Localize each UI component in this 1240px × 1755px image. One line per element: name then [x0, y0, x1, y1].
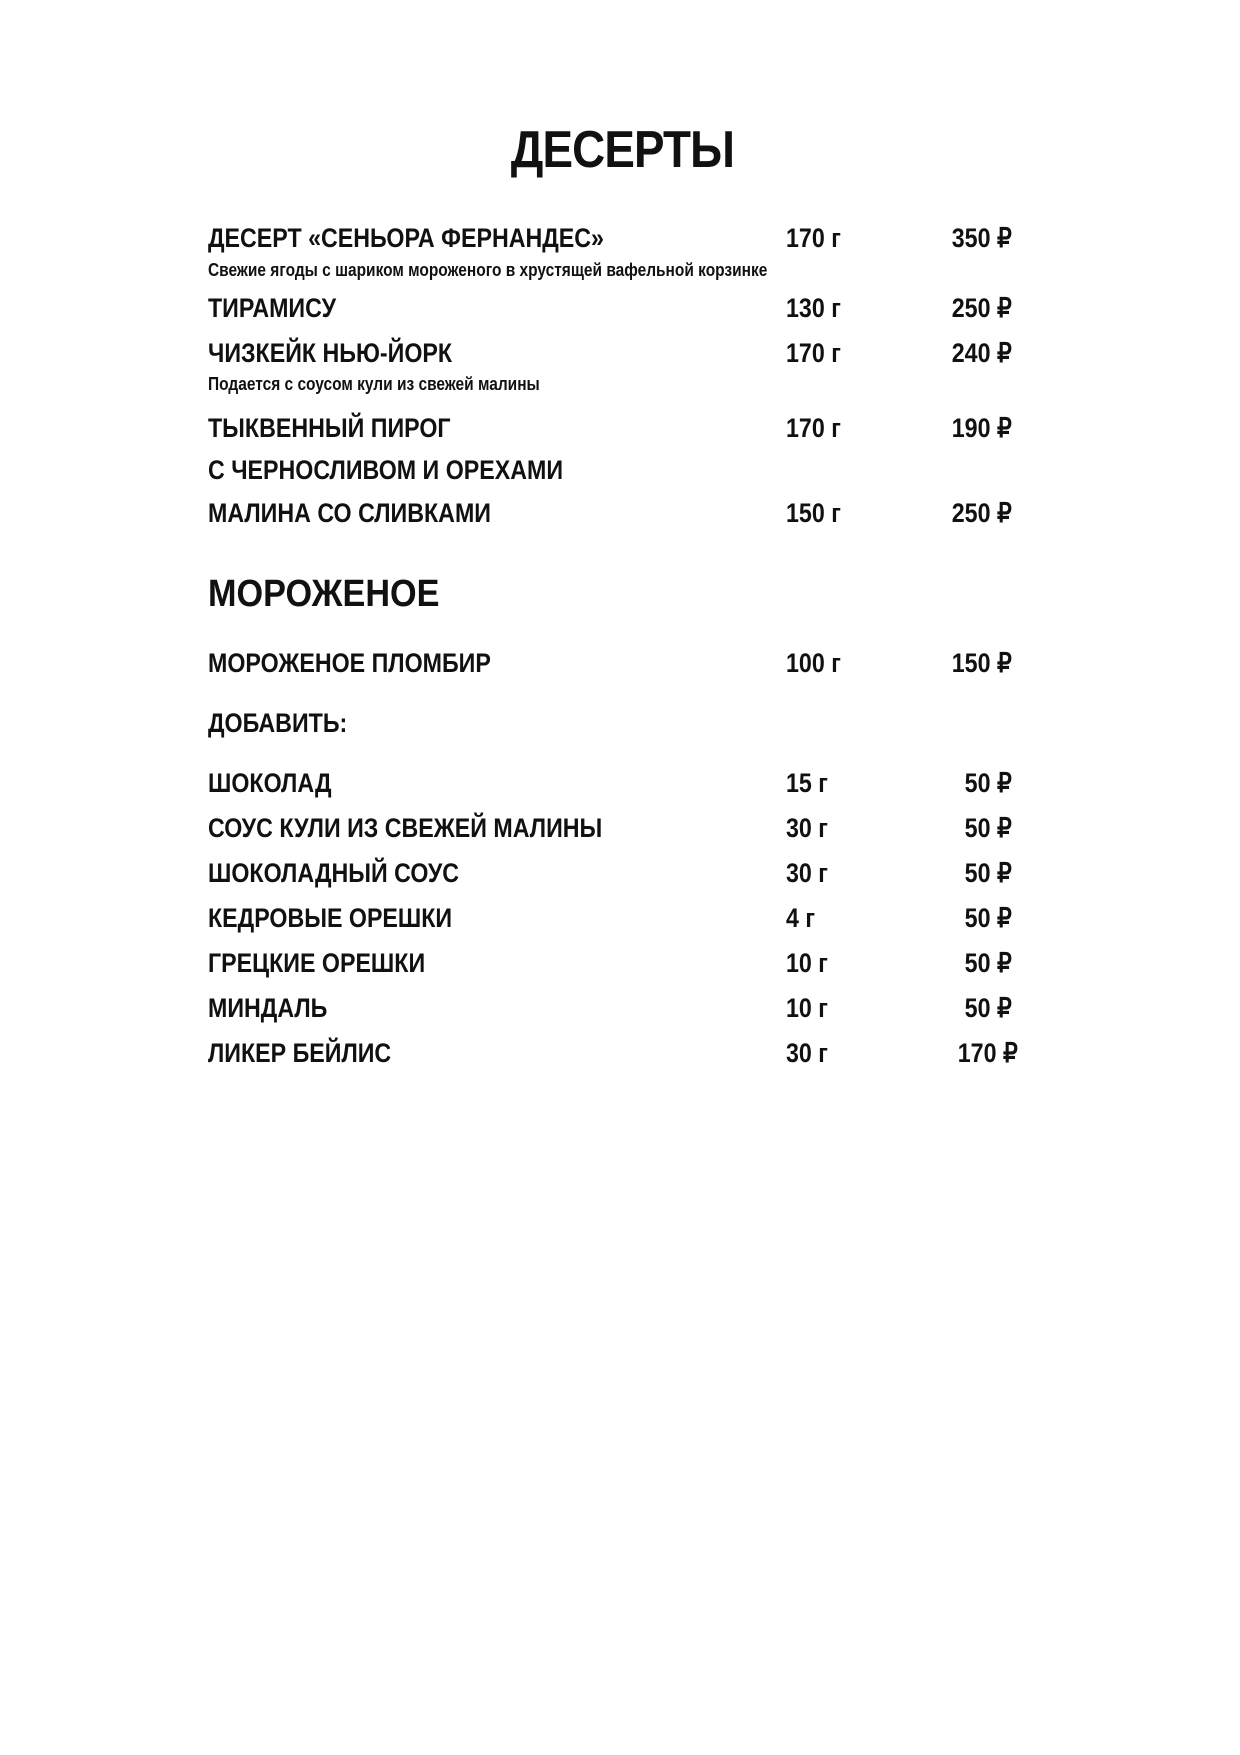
item-weight: 100 г: [786, 648, 841, 678]
menu-item-pumpkin-pie: [0, 411, 1240, 445]
item-description: Свежие ягоды с шариком мороженого в хрустящей вафельной корзинке: [208, 260, 768, 280]
addon-name: МИНДАЛЬ: [208, 993, 328, 1023]
addon-weight: 10 г: [786, 948, 828, 978]
item-price: 150 ₽: [952, 648, 1012, 678]
item-price: 190 ₽: [952, 413, 1012, 443]
addon-item: [0, 811, 1240, 845]
item-weight: 170 г: [786, 338, 841, 368]
item-name: ДЕСЕРТ «СЕНЬОРА ФЕРНАНДЕС»: [208, 223, 604, 253]
addon-name: ШОКОЛАДНЫЙ СОУС: [208, 858, 460, 888]
item-price: 240 ₽: [952, 338, 1012, 368]
item-description: Подается с соусом кули из свежей малины: [208, 374, 540, 394]
section-title-ice-cream: МОРОЖЕНОЕ: [208, 573, 440, 615]
item-weight: 130 г: [786, 293, 841, 323]
add-label: ДОБАВИТЬ:: [208, 708, 348, 738]
addon-item: [0, 1036, 1240, 1070]
item-name: МОРОЖЕНОЕ ПЛОМБИР: [208, 648, 491, 678]
item-weight: 170 г: [786, 223, 841, 253]
addon-item: [0, 946, 1240, 980]
addon-price: 50 ₽: [964, 858, 1012, 888]
addon-price: 50 ₽: [964, 813, 1012, 843]
addon-weight: 30 г: [786, 1038, 828, 1068]
item-name-line2: С ЧЕРНОСЛИВОМ И ОРЕХАМИ: [208, 455, 564, 485]
addon-name: СОУС КУЛИ ИЗ СВЕЖЕЙ МАЛИНЫ: [208, 813, 603, 843]
item-name: МАЛИНА СО СЛИВКАМИ: [208, 498, 491, 528]
addon-weight: 30 г: [786, 858, 828, 888]
addon-price: 170 ₽: [958, 1038, 1018, 1068]
menu-item-plombir: [0, 646, 1240, 680]
item-name: ТИРАМИСУ: [208, 293, 337, 323]
menu-item-senora-fernandes: [0, 221, 1240, 255]
addon-weight: 15 г: [786, 768, 828, 798]
addon-name: ЛИКЕР БЕЙЛИС: [208, 1038, 392, 1068]
addon-weight: 30 г: [786, 813, 828, 843]
menu-item-raspberry-cream: [0, 496, 1240, 530]
addon-item: [0, 766, 1240, 800]
menu-item-cheesecake: [0, 336, 1240, 370]
item-name: ЧИЗКЕЙК НЬЮ-ЙОРК: [208, 338, 453, 368]
addon-item: [0, 991, 1240, 1025]
addon-price: 50 ₽: [964, 768, 1012, 798]
item-price: 350 ₽: [952, 223, 1012, 253]
item-price: 250 ₽: [952, 498, 1012, 528]
addon-price: 50 ₽: [964, 993, 1012, 1023]
item-weight: 150 г: [786, 498, 841, 528]
item-name: ТЫКВЕННЫЙ ПИРОГ: [208, 413, 451, 443]
addon-price: 50 ₽: [964, 948, 1012, 978]
item-price: 250 ₽: [952, 293, 1012, 323]
addon-name: КЕДРОВЫЕ ОРЕШКИ: [208, 903, 453, 933]
menu-item-pumpkin-pie-line2: [0, 453, 1240, 487]
addon-weight: 10 г: [786, 993, 828, 1023]
addon-item: [0, 901, 1240, 935]
addon-name: ГРЕЦКИЕ ОРЕШКИ: [208, 948, 426, 978]
addon-price: 50 ₽: [964, 903, 1012, 933]
addon-weight: 4 г: [786, 903, 816, 933]
page-title: ДЕСЕРТЫ: [510, 121, 734, 179]
item-weight: 170 г: [786, 413, 841, 443]
menu-item-tiramisu: [0, 291, 1240, 325]
addon-name: ШОКОЛАД: [208, 768, 332, 798]
addon-item: [0, 856, 1240, 890]
